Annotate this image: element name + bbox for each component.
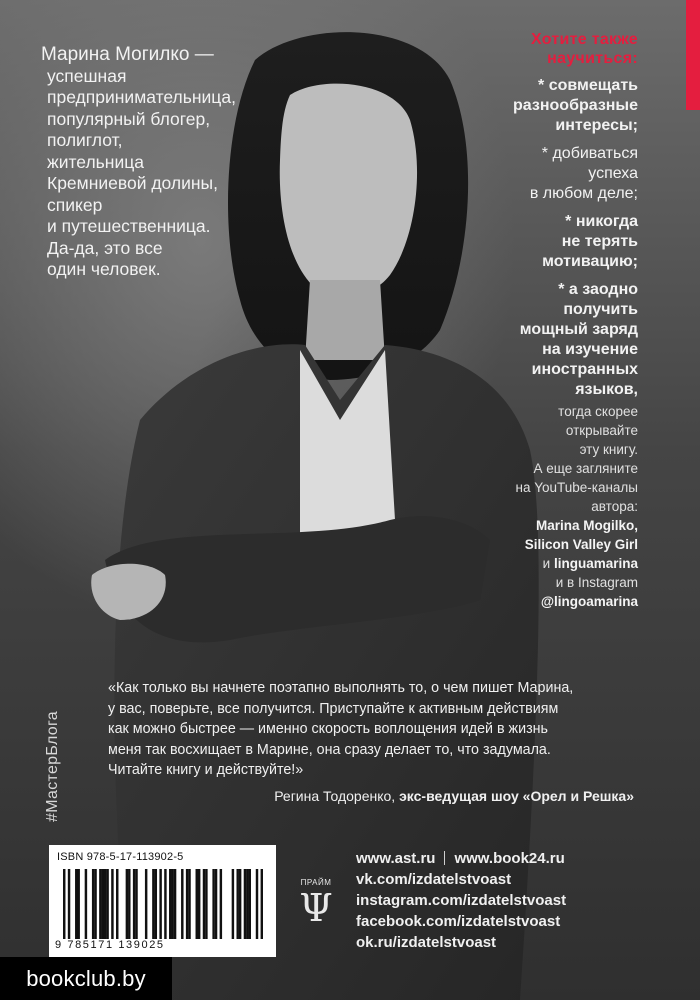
benefit-item <box>438 212 638 272</box>
benefit-line: в любом деле; <box>529 185 638 202</box>
and-word: и <box>542 556 554 571</box>
benefit-line: успеха <box>588 165 638 182</box>
bio-line: спикер <box>47 194 103 215</box>
barcode-bar <box>145 869 147 939</box>
quote-line: меня так восхищает в Марине, она сразу делает то, что задумала. <box>108 741 551 758</box>
neck-shape <box>305 280 385 360</box>
bio-line: жительница <box>47 151 144 172</box>
barcode-bar <box>244 869 246 939</box>
heading-line: научиться: <box>547 50 638 67</box>
benefit-line: * а заодно <box>558 281 638 298</box>
instagram-prefix: и в Instagram <box>555 575 638 590</box>
links-row <box>356 848 566 869</box>
cta-line: автора: <box>591 499 638 514</box>
barcode-bar <box>116 869 118 939</box>
isbn-number: ISBN 978-5-17-113902-5 <box>57 851 184 863</box>
link-facebook[interactable]: facebook.com/izdatelstvoast <box>356 913 561 930</box>
bio-line: один человек. <box>47 259 161 279</box>
barcode-bar <box>188 869 190 939</box>
barcode-bar <box>128 869 130 939</box>
benefit-line: языков, <box>575 381 638 398</box>
barcode-bar <box>63 869 65 939</box>
publisher-name: ПРАЙМ <box>300 878 332 887</box>
benefit-line: иностранных <box>531 361 638 378</box>
cta-line: на YouTube-каналы <box>515 480 638 495</box>
barcode-bar <box>152 869 154 939</box>
quote-line: Читайте книгу и действуйте!» <box>108 762 304 778</box>
barcode-bar <box>171 869 173 939</box>
barcode-bar <box>106 869 108 939</box>
benefit-item <box>438 144 638 204</box>
cta-line: тогда скорее <box>558 404 638 419</box>
barcode-bar <box>102 869 104 939</box>
barcode-bar <box>126 869 128 939</box>
benefit-line: получить <box>563 301 638 318</box>
barcode-bars <box>63 869 263 939</box>
quote-line: у вас, поверьте, все получится. Приступайте к активным действиям <box>108 700 559 717</box>
series-hashtag: #МастерБлога <box>44 711 61 822</box>
channel-name: Silicon Valley Girl <box>524 537 638 552</box>
channel-line <box>438 554 638 573</box>
psi-logo-icon: Ψ <box>299 886 333 930</box>
barcode-bar <box>236 869 238 939</box>
instagram-handle: @lingoamarina <box>540 594 638 609</box>
benefit-line: * никогда <box>565 213 638 230</box>
author-bio <box>41 44 287 281</box>
barcode-bar <box>196 869 198 939</box>
barcode-panel <box>49 845 276 957</box>
barcode-bar <box>198 869 200 939</box>
barcode-digits: 9 785171 139025 <box>55 939 165 951</box>
link-vk[interactable]: vk.com/izdatelstvoast <box>356 871 512 888</box>
channel-name: Marina Mogilko, <box>535 518 638 533</box>
barcode-bar <box>246 869 248 939</box>
barcode-bar <box>215 869 217 939</box>
link-ast[interactable]: www.ast.ru <box>356 850 436 867</box>
benefit-line: разнообразные <box>513 97 638 114</box>
barcode-bar <box>220 869 222 939</box>
benefit-item <box>438 76 638 136</box>
benefit-line: * добиваться <box>541 145 638 162</box>
benefits-heading <box>531 30 638 68</box>
channel-name: linguamarina <box>553 556 638 571</box>
benefit-line: мотивацию; <box>542 253 638 270</box>
quote-line: как можно быстрее — именно скорость воплощения идей в жизнь <box>108 721 549 737</box>
barcode-bar <box>75 869 77 939</box>
cta-line: открывайте <box>565 423 638 438</box>
barcode-bar <box>232 869 234 939</box>
benefit-line: мощный заряд <box>519 321 638 338</box>
bio-line: и путешественница. <box>47 216 211 236</box>
link-instagram[interactable]: instagram.com/izdatelstvoast <box>356 892 567 909</box>
link-separator <box>444 851 445 865</box>
barcode-bar <box>133 869 135 939</box>
call-to-action <box>438 402 638 611</box>
barcode-bar <box>94 869 96 939</box>
benefits-column <box>438 30 638 611</box>
link-ok[interactable]: ok.ru/izdatelstvoast <box>356 934 497 951</box>
barcode-bar <box>77 869 79 939</box>
quote-line: «Как только вы начнете поэтапно выполнять то, о чем пишет Марина, <box>108 680 574 696</box>
bio-line: Марина Могилко — <box>41 44 214 65</box>
benefit-line: * совмещать <box>538 77 638 94</box>
barcode-bar <box>181 869 183 939</box>
barcode-bar <box>261 869 263 939</box>
barcode-bar <box>92 869 94 939</box>
barcode-bar <box>205 869 207 939</box>
barcode-bar <box>155 869 157 939</box>
cta-line: А еще загляните <box>533 461 638 476</box>
publisher-logo <box>296 878 336 948</box>
barcode-bar <box>159 869 161 939</box>
bio-line: Кремниевой долины, <box>47 173 218 193</box>
barcode-bar <box>174 869 176 939</box>
quote-attribution <box>274 788 634 804</box>
barcode-bar <box>85 869 87 939</box>
quote-author-role: экс-ведущая шоу «Орел и Решка» <box>399 788 634 804</box>
bio-line: предпринимательница, <box>47 87 236 107</box>
testimonial-quote <box>108 678 668 781</box>
benefit-line: на изучение <box>542 341 638 358</box>
barcode-bar <box>249 869 251 939</box>
link-book24[interactable]: www.book24.ru <box>454 850 565 867</box>
bio-line: успешная <box>47 65 127 86</box>
barcode-bar <box>169 869 171 939</box>
barcode-bar <box>104 869 106 939</box>
publisher-links <box>356 848 566 953</box>
barcode-bar <box>256 869 258 939</box>
barcode-bar <box>111 869 113 939</box>
heading-line: Хотите также <box>530 31 638 48</box>
benefit-line: интересы; <box>555 117 638 134</box>
quote-author: Регина Тодоренко, <box>274 788 396 804</box>
benefit-item <box>438 280 638 400</box>
barcode-bar <box>99 869 101 939</box>
bookclub-watermark: bookclub.by <box>0 957 172 1000</box>
bio-line: популярный блогер, <box>47 108 211 129</box>
bio-line: Да-да, это все <box>47 237 163 258</box>
barcode-bar <box>239 869 241 939</box>
benefit-line: не терять <box>561 233 638 250</box>
cta-line: эту книгу. <box>579 442 638 457</box>
bio-line: полиглот, <box>47 130 123 150</box>
barcode-bar <box>203 869 205 939</box>
barcode-bar <box>164 869 166 939</box>
barcode-bar <box>186 869 188 939</box>
barcode-bar <box>68 869 70 939</box>
barcode-bar <box>212 869 214 939</box>
barcode-bar <box>135 869 137 939</box>
